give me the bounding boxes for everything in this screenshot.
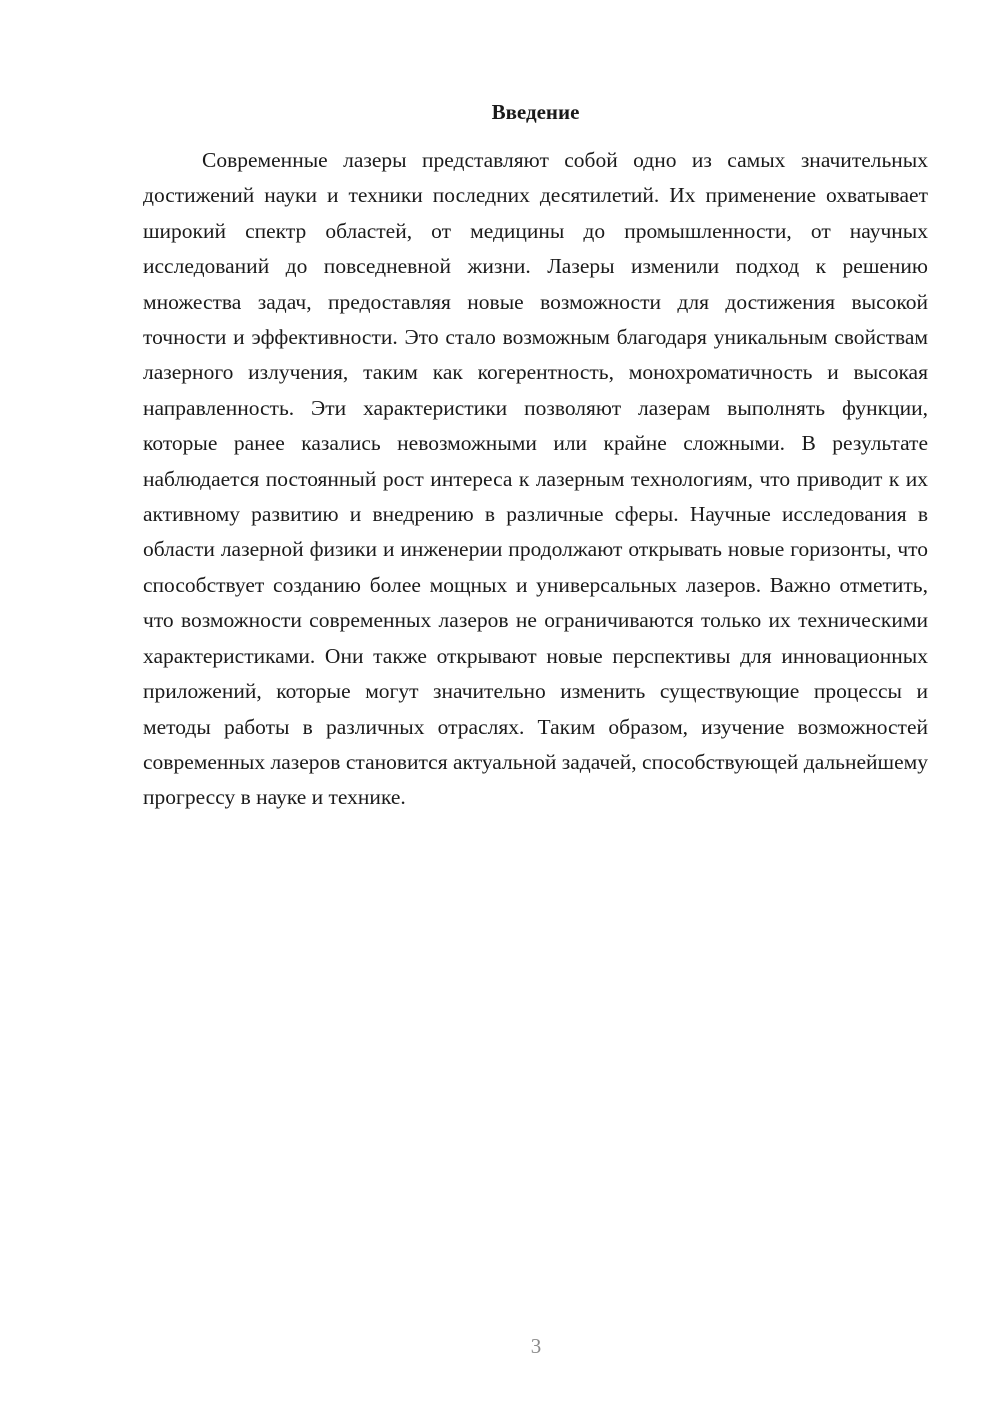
body-paragraph: Современные лазеры представляют собой одно из самых значительных достижений науки и техники последних десятилетий. Их применение охватывает широкий спектр областей, от медицины до промышленности, от научных исследований до повседневной жизни. Лазеры изменили подход к решению множества задач, предоставляя новые возможности для достижения высокой точности и эффективности. Это стало возможным благодаря уникальным свойствам лазерного излучения, таким как когерентность, монохроматичность и высокая направленность. Эти характеристики позволяют лазерам выполнять функции, которые ранее казались невозможными или крайне сложными. В результате наблюдается постоянный рост интереса к лазерным технологиям, что приводит к их активному развитию и внедрению в различные сферы. Научные исследования в области лазерной физики и инженерии продолжают открывать новые горизонты, что способствует созданию более мощных и универсальных лазеров. Важно отметить, что возможности современных лазеров не ограничиваются только их техническими характеристиками. Они также открывают новые перспективы для инновационных приложений, которые могут значительно изменить существующие процессы и методы работы в различных отраслях. Таким образом, изучение возможностей современных лазеров становится актуальной задачей, способствующей дальнейшему прогрессу в науке и технике. [143,148,928,810]
section-heading: Введение [491,100,580,124]
page-number: 3 [530,1334,542,1358]
